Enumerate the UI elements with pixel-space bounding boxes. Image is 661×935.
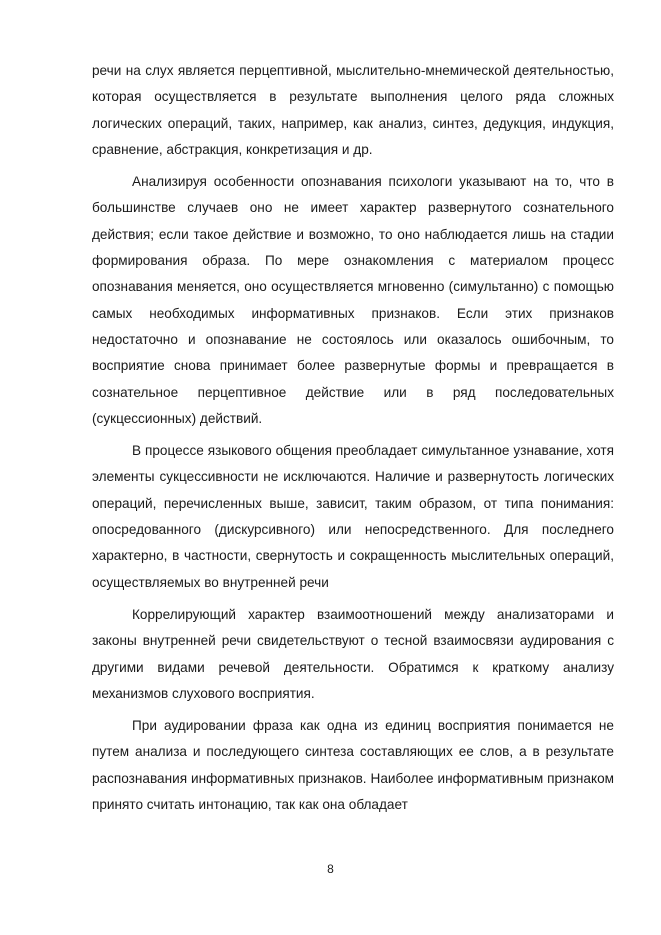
paragraph-continuation: речи на слух является перцептивной, мыслительно-мнемической деятельностью, которая осуществляется в результате выполнения целого ряда сложных логических операций, таких, например, как анализ, синтез, дедукция, индукция, сравнение, абстракция, конкретизация и др. xyxy=(92,63,614,157)
document-body xyxy=(92,58,614,818)
paragraph-analyzers-correlation: Коррелирующий характер взаимоотношений между анализаторами и законы внутренней речи свидетельствуют о тесной взаимосвязи аудирования с другими видами речевой деятельности. Обратимся к краткому анализу механизмов слухового восприятия. xyxy=(92,606,614,701)
paragraph-simultaneous-recognition: В процессе языкового общения преобладает симультанное узнавание, хотя элементы сукцессивности не исключаются. Наличие и развернутость логических операций, перечисленных выше, зависит, таким образом, от типа понимания: опосредованного (дискурсивного) или непосредственного. Для последнего характерно, в частности, свернутость и сокращенность мыслительных операций, осуществляемых во внутренней речи xyxy=(92,443,614,590)
paragraph-recognition-features: Анализируя особенности опознавания психологи указывают на то, что в большинстве случаев оно не имеет характер развернутого сознательного действия; если такое действие и возможно, то оно наблюдается лишь на стадии формирования образа. По мере ознакомления с материалом процесс опознавания меняется, оно осуществляется мгновенно (симультанно) с помощью самых необходимых информативных признаков. Если этих признаков недостаточно и опознавание не состоялось или оказалось ошибочным, то восприятие снова принимает более развернутые формы и превращается в сознательное перцептивное действие или в ряд последовательных (сукцессионных) действий. xyxy=(92,174,614,426)
paragraph-listening-phrase: При аудировании фраза как одна из единиц восприятия понимается не путем анализа и последующего синтеза составляющих ее слов, а в результате распознавания информативных признаков. Наиболее информативным признаком принято считать интонацию, так как она обладает xyxy=(92,718,614,813)
page-number: 8 xyxy=(327,862,334,876)
